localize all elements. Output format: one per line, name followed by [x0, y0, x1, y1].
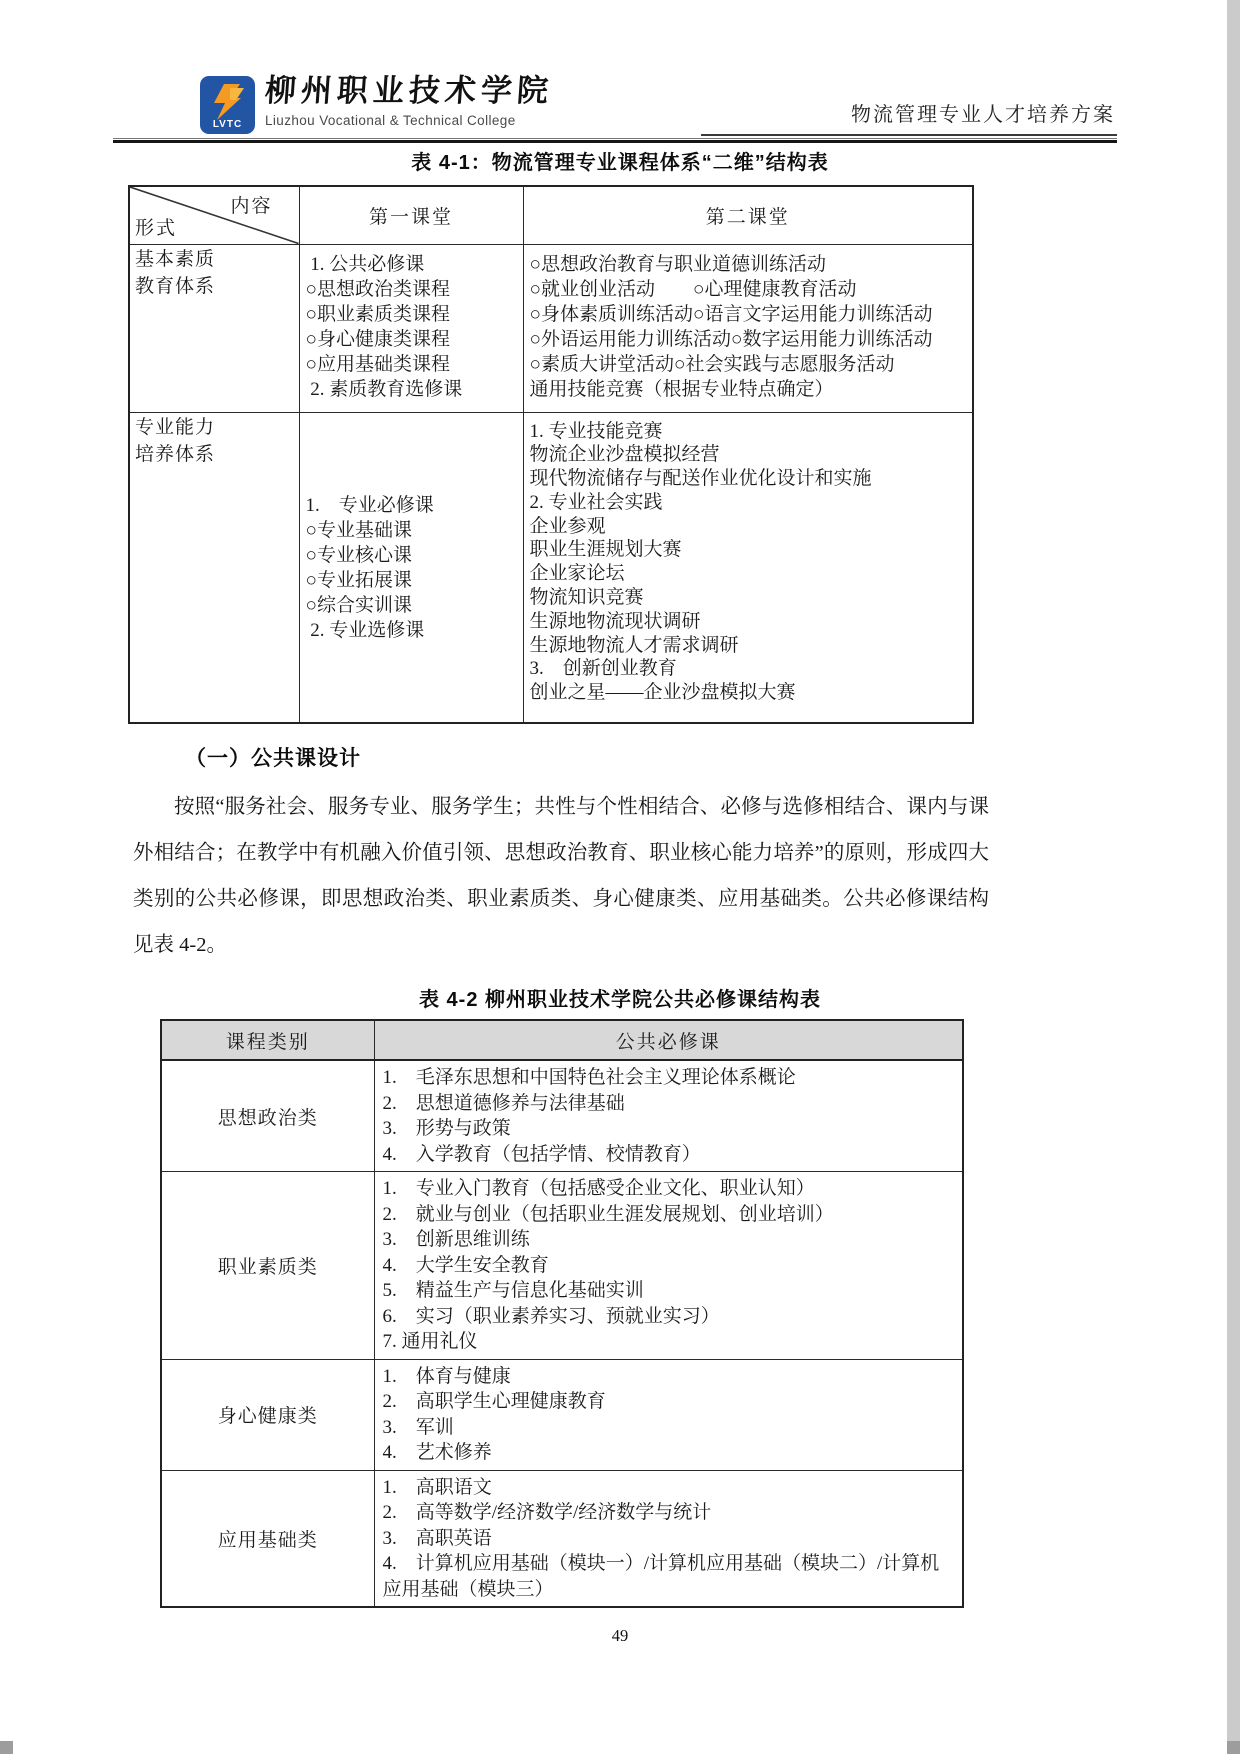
- second-classroom-cell: 1. 专业技能竞赛 物流企业沙盘模拟经营 现代物流储存与配送作业优化设计和实施 2. 专业社会实践 企业参观 职业生涯规划大赛 企业家论坛 物流知识竞赛 生源地物流现状调研 生源地物流人才需求调研 3. 创新创业教育 创业之星——企业沙盘模拟大赛: [523, 412, 973, 723]
- section-heading: （一）公共课设计: [185, 747, 361, 770]
- scrollbar-corner-right[interactable]: [1227, 1741, 1240, 1754]
- first-classroom-cell: 1. 公共必修课 ○思想政治类课程 ○职业素质类课程 ○身心健康类课程 ○应用基础类课程 2. 素质教育选修课: [299, 244, 523, 412]
- category-cell: 职业素质类: [161, 1172, 374, 1360]
- college-name-en: Liuzhou Vocational & Technical College: [265, 113, 516, 128]
- section-paragraph: 按照“服务社会、服务专业、服务学生；共性与个性相结合、必修与选修相结合、课内与课外相结合；在教学中有机融入价值引领、思想政治教育、职业核心能力培养”的原则，形成四大类别的公共必修课，即思想政治类、职业素质类、身心健康类、应用基础类。公共必修课结构见表 4-2。: [133, 796, 989, 956]
- first-classroom-cell: 1. 专业必修课 ○专业基础课 ○专业核心课 ○专业拓展课 ○综合实训课 2. 专业选修课: [299, 412, 523, 723]
- college-name-cn: 柳州职业技术学院: [263, 73, 555, 109]
- scrollbar-corner-left[interactable]: [0, 1741, 13, 1754]
- page-number: 49: [611, 1626, 629, 1645]
- table-row-ideological-political: [161, 1060, 963, 1172]
- courses-cell: 1. 体育与健康 2. 高职学生心理健康教育 3. 军训 4. 艺术修养: [374, 1359, 963, 1470]
- table-4-2-header-row: [161, 1020, 963, 1060]
- courses-cell: 1. 专业入门教育（包括感受企业文化、职业认知） 2. 就业与创业（包括职业生涯发展规划、创业培训） 3. 创新思维训练 4. 大学生安全教育 5. 精益生产与信息化基础实训 6. 实习（职业素养实习、预就业实习） 7. 通用礼仪: [374, 1172, 963, 1360]
- college-names: [265, 74, 553, 130]
- document-title: 物流管理专业人才培养方案: [701, 98, 1117, 136]
- courses-cell: 1. 毛泽东思想和中国特色社会主义理论体系概论 2. 思想道德修养与法律基础 3. 形势与政策 4. 入学教育（包括学情、校情教育）: [374, 1060, 963, 1172]
- table-row-physical-mental-health: [161, 1359, 963, 1470]
- page-header: [115, 74, 1117, 144]
- category-cell: 应用基础类: [161, 1470, 374, 1607]
- corner-label-form: 形式: [135, 217, 178, 239]
- courses-cell: 1. 高职语文 2. 高等数学/经济数学/经济数学与统计 3. 高职英语 4. 计算机应用基础（模块一）/计算机应用基础（模块二）/计算机应用基础（模块三）: [374, 1470, 963, 1607]
- table-row-professional-quality: [161, 1172, 963, 1360]
- column-header-course-category: 课程类别: [161, 1020, 374, 1060]
- corner-label-content: 内容: [230, 196, 273, 217]
- vertical-scrollbar[interactable]: [1227, 0, 1240, 1741]
- category-cell: 身心健康类: [161, 1359, 374, 1470]
- table-4-1: [128, 185, 974, 724]
- column-header-second-classroom: 第二课堂: [523, 186, 973, 244]
- corner-header-cell: [129, 186, 299, 244]
- table-4-1-title: 表 4-1：物流管理专业课程体系“二维”结构表: [411, 152, 829, 174]
- header-rule: [113, 138, 1117, 143]
- row-label-professional-ability: 专业能力 培养体系: [129, 412, 299, 723]
- college-logo: [200, 76, 255, 134]
- table-4-2: [160, 1019, 964, 1608]
- table-row-professional-ability: [129, 412, 973, 723]
- logo-acronym: LVTC: [212, 119, 243, 130]
- row-label-basic-quality: 基本素质 教育体系: [129, 244, 299, 412]
- column-header-first-classroom: 第一课堂: [299, 186, 523, 244]
- table-4-2-title: 表 4-2 柳州职业技术学院公共必修课结构表: [418, 989, 822, 1011]
- second-classroom-cell: ○思想政治教育与职业道德训练活动 ○就业创业活动 ○心理健康教育活动 ○身体素质训练活动○语言文字运用能力训练活动 ○外语运用能力训练活动○数字运用能力训练活动 ○素质大讲堂活动○社会实践与志愿服务活动 通用技能竞赛（根据专业特点确定）: [523, 244, 973, 412]
- table-row-applied-foundation: [161, 1470, 963, 1607]
- category-cell: 思想政治类: [161, 1060, 374, 1172]
- column-header-public-compulsory: 公共必修课: [374, 1020, 963, 1060]
- table-4-1-header-row: [129, 186, 973, 244]
- table-row-basic-quality: [129, 244, 973, 412]
